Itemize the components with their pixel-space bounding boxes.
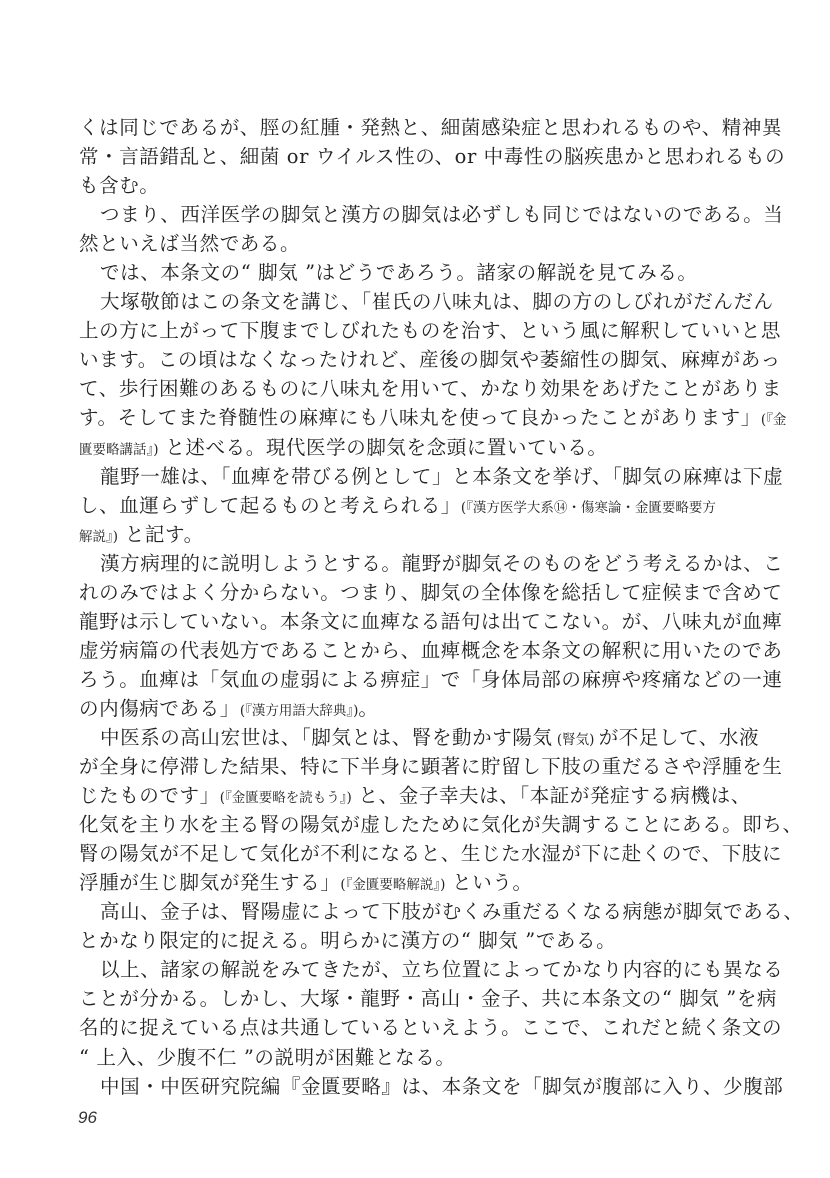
text-line bbox=[79, 520, 719, 549]
text-segment: て、歩行困難のあるものに八味丸を用いて、かなり効果をあげたことがありま bbox=[79, 377, 782, 401]
text-line bbox=[79, 781, 751, 810]
paragraph bbox=[79, 462, 784, 549]
text-segment: と記す。 bbox=[118, 522, 204, 546]
text-segment: 。 bbox=[358, 696, 379, 720]
text-segment: 龍野は示していない。本条文に血痺なる語句は出てこない。が、八味丸が血痺 bbox=[79, 609, 783, 633]
body-text bbox=[79, 113, 804, 1101]
text-segment: 漢方病理的に説明しようとする。龍野が脚気そのものをどう考えるかは、こ bbox=[100, 551, 784, 575]
text-line bbox=[79, 984, 778, 1013]
text-line bbox=[79, 1013, 783, 1042]
text-line bbox=[79, 316, 781, 345]
citation: 解説』) bbox=[79, 528, 119, 545]
text-line bbox=[79, 1072, 784, 1101]
citation: (『漢方用語大辞典』) bbox=[239, 702, 359, 719]
text-segment: 大塚敬節はこの条文を講じ、「崔氏の八味丸は、脚の方のしびれがだんだん bbox=[100, 290, 774, 314]
text-line bbox=[79, 897, 804, 926]
text-segment: も含む。 bbox=[79, 174, 160, 198]
text-segment: 名的に捉えている点は共通しているといえよう。ここで、これだと続く条文の bbox=[79, 1016, 783, 1040]
text-segment: の内傷病である」 bbox=[79, 696, 240, 720]
text-line bbox=[79, 113, 783, 142]
text-segment: 高山、金子は、腎陽虚によって下肢がむくみ重だるくなる病態が脚気である、 bbox=[100, 900, 804, 924]
citation: (『金匱要略解説』) bbox=[340, 877, 446, 894]
text-segment: じたものです」 bbox=[79, 784, 220, 808]
text-segment: 腎の陽気が不足して気化が不利になると、生じた水湿が下に赴くので、下肢に bbox=[79, 842, 783, 866]
text-line bbox=[79, 549, 784, 578]
text-line bbox=[79, 1043, 719, 1072]
text-segment: 以上、諸家の解説をみてきたが、立ち位置によってかなり内容的にも異なる bbox=[100, 958, 784, 982]
text-line bbox=[79, 171, 719, 200]
paragraph bbox=[79, 258, 719, 287]
text-line bbox=[79, 868, 719, 897]
text-line bbox=[79, 723, 760, 752]
text-line bbox=[79, 433, 719, 462]
text-segment: し、血運らずして起るものと考えられる」 bbox=[79, 493, 461, 517]
text-line bbox=[79, 636, 783, 665]
text-segment: 然といえば当然である。 bbox=[79, 232, 301, 256]
text-line bbox=[79, 345, 781, 374]
text-segment: が全身に停滞した結果、特に下半身に顕著に貯留し下肢の重だるさや浮腫を生 bbox=[79, 755, 783, 779]
citation: (『金匱要略を読もう』) bbox=[219, 790, 352, 807]
text-segment: す。そしてまた脊髄性の麻痺にも八味丸を使って良かったことがあります」 bbox=[79, 406, 761, 430]
text-segment: くは同じであるが、脛の紅腫・発熱と、細菌感染症と思われるものや、精神異 bbox=[79, 116, 783, 139]
text-segment: と、金子幸夫は、「本証が発症する病機は、 bbox=[351, 784, 751, 808]
text-segment: “ 上入、少腹不仁 ”の説明が困難となる。 bbox=[79, 1045, 456, 1069]
text-line bbox=[79, 607, 783, 636]
text-segment: ことが分かる。しかし、大塚・龍野・高山・金子、共に本条文の“ 脚気 ”を病 bbox=[79, 987, 778, 1011]
paragraph bbox=[79, 955, 784, 1071]
text-segment: 上の方に上がって下腹までしびれたものを治す、という風に解釈していいと思 bbox=[79, 319, 781, 343]
text-line bbox=[79, 665, 783, 694]
text-line bbox=[79, 578, 783, 607]
paragraph bbox=[79, 287, 787, 461]
text-line bbox=[79, 287, 774, 316]
text-segment: 化気を主り水を主る腎の陽気が虚したために気化が失調することにある。即ち、 bbox=[79, 813, 803, 837]
text-segment: が不足して、水液 bbox=[598, 725, 760, 749]
citation: (腎気) bbox=[552, 731, 599, 748]
text-line bbox=[79, 403, 787, 432]
paragraph bbox=[79, 897, 804, 955]
text-segment: とかなり限定的に捉える。明らかに漢方の“ 脚気 ”である。 bbox=[79, 929, 617, 953]
text-segment: 中医系の高山宏世は、「脚気とは、腎を動かす陽気 bbox=[100, 725, 553, 749]
text-line bbox=[79, 142, 786, 171]
text-segment: と述べる。現代医学の脚気を念頭に置いている。 bbox=[158, 435, 608, 459]
text-line bbox=[79, 200, 784, 229]
citation: 匱要略講話』) bbox=[79, 441, 159, 458]
text-segment: では、本条文の“ 脚気 ”はどうであろう。諸家の解説を見てみる。 bbox=[100, 261, 698, 285]
text-segment: 浮腫が生じ脚気が発生する」 bbox=[79, 871, 341, 895]
text-segment: います。この頃はなくなったけれど、産後の脚気や萎縮性の脚気、麻痺があっ bbox=[79, 348, 781, 372]
text-segment: 常・言語錯乱と、細菌 or ウイルス性の、or 中毒性の脳疾患かと思われるもの bbox=[79, 145, 786, 169]
text-segment: つまり、西洋医学の脚気と漢方の脚気は必ずしも同じではないのである。当 bbox=[100, 203, 784, 227]
text-line bbox=[79, 839, 783, 868]
text-line bbox=[79, 374, 782, 403]
text-segment: 中国・中医研究院編『金匱要略』は、本条文を「脚気が腹部に入り、少腹部 bbox=[100, 1074, 784, 1098]
paragraph bbox=[79, 549, 784, 723]
paragraph bbox=[79, 113, 786, 200]
text-line bbox=[79, 752, 783, 781]
text-segment: 虚労病篇の代表処方であることから、血痺概念を本条文の解釈に用いたのであ bbox=[79, 638, 783, 662]
text-line bbox=[79, 694, 719, 723]
text-line bbox=[79, 955, 784, 984]
text-segment: 龍野一雄は、「血痺を帯びる例として」と本条文を挙げ、「脚気の麻痺は下虚 bbox=[100, 464, 784, 488]
text-segment: という。 bbox=[445, 871, 533, 895]
paragraph bbox=[79, 1072, 784, 1101]
text-line bbox=[79, 258, 719, 287]
citation: (『金 bbox=[760, 412, 787, 429]
text-line bbox=[79, 810, 803, 839]
text-segment: れのみではよく分からない。つまり、脚気の全体像を総括して症候まで含めて bbox=[79, 580, 783, 604]
text-segment: ろう。血痺は「気血の虚弱による痹症」で「身体局部の麻痹や疼痛などの一連 bbox=[79, 667, 783, 691]
paragraph bbox=[79, 200, 784, 258]
text-line bbox=[79, 229, 719, 258]
text-line bbox=[79, 462, 784, 491]
text-line bbox=[79, 491, 719, 520]
text-line bbox=[79, 926, 719, 955]
citation: (『漢方医学大系⑭・傷寒論・金匱要略要方 bbox=[460, 499, 716, 516]
paragraph bbox=[79, 723, 803, 897]
page-number: 96 bbox=[78, 1108, 97, 1127]
